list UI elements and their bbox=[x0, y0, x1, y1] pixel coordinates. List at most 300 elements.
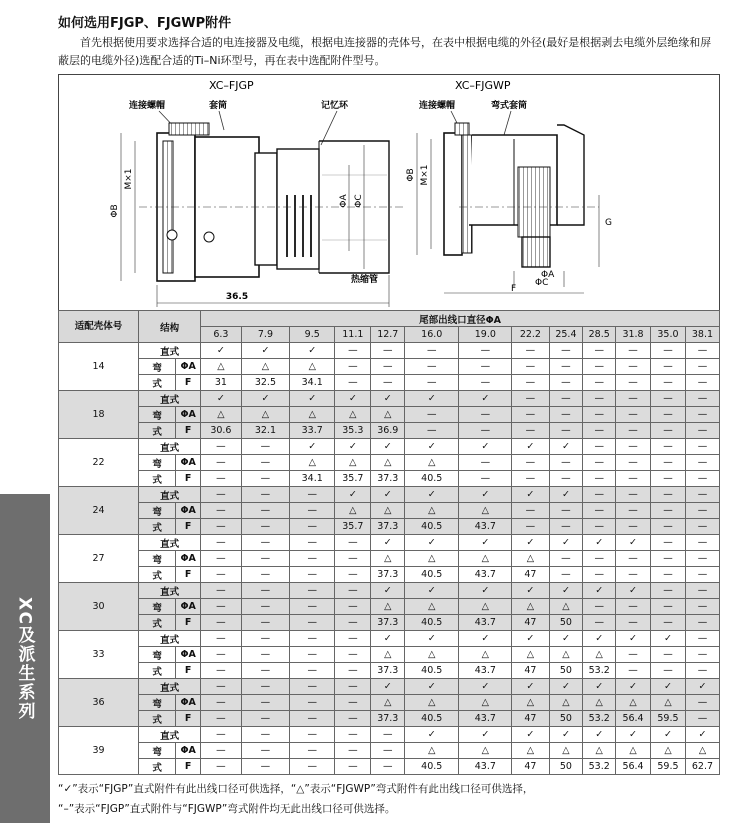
straight-cell: — bbox=[583, 439, 616, 455]
f-cell: — bbox=[651, 375, 686, 391]
straight-cell: ✓ bbox=[549, 679, 583, 695]
straight-cell: — bbox=[459, 343, 512, 359]
f-cell: 56.4 bbox=[616, 759, 651, 775]
phia-cell: — bbox=[583, 359, 616, 375]
straight-label: 直式 bbox=[139, 391, 201, 407]
straight-cell: — bbox=[685, 535, 719, 551]
fjgp-straight-drawing bbox=[110, 79, 404, 307]
phia-cell: — bbox=[583, 599, 616, 615]
phia-cell: △ bbox=[405, 455, 459, 471]
phia-cell: — bbox=[241, 551, 289, 567]
straight-label: 直式 bbox=[139, 439, 201, 455]
f-cell: — bbox=[335, 567, 371, 583]
phia-cell: △ bbox=[651, 695, 686, 711]
straight-cell: — bbox=[241, 535, 289, 551]
phia-cell: — bbox=[651, 359, 686, 375]
f-cell: — bbox=[651, 567, 686, 583]
straight-cell: — bbox=[290, 679, 335, 695]
straight-cell: — bbox=[616, 391, 651, 407]
straight-cell: — bbox=[583, 343, 616, 359]
f-cell: 32.1 bbox=[241, 423, 289, 439]
phia-cell: — bbox=[335, 359, 371, 375]
straight-cell: ✓ bbox=[512, 727, 549, 743]
straight-cell: ✓ bbox=[290, 343, 335, 359]
phia-cell: — bbox=[651, 455, 686, 471]
phia-cell: △ bbox=[405, 551, 459, 567]
shell-number: 30 bbox=[59, 583, 139, 631]
bend-label-bottom: 式 bbox=[139, 423, 176, 439]
phia-cell: — bbox=[459, 455, 512, 471]
diameter-col-header: 11.1 bbox=[335, 327, 371, 343]
straight-cell: ✓ bbox=[335, 439, 371, 455]
fjgp-mx1-label: M×1 bbox=[124, 168, 134, 190]
f-cell: 47 bbox=[512, 615, 549, 631]
phia-cell: △ bbox=[583, 695, 616, 711]
phia-cell: — bbox=[459, 407, 512, 423]
phia-cell: — bbox=[685, 695, 719, 711]
straight-cell: — bbox=[651, 439, 686, 455]
straight-cell: — bbox=[685, 391, 719, 407]
phia-cell: — bbox=[241, 695, 289, 711]
f-cell: 50 bbox=[549, 759, 583, 775]
f-label: F bbox=[176, 423, 201, 439]
straight-cell: ✓ bbox=[371, 391, 405, 407]
bend-label-top: 弯 bbox=[139, 551, 176, 567]
bend-label-top: 弯 bbox=[139, 599, 176, 615]
straight-cell: ✓ bbox=[371, 439, 405, 455]
straight-cell: ✓ bbox=[583, 583, 616, 599]
f-cell: 40.5 bbox=[405, 519, 459, 535]
f-label: F bbox=[176, 663, 201, 679]
phia-cell: △ bbox=[512, 551, 549, 567]
straight-cell: ✓ bbox=[405, 487, 459, 503]
straight-cell: ✓ bbox=[583, 679, 616, 695]
f-cell: — bbox=[290, 615, 335, 631]
f-label: F bbox=[176, 471, 201, 487]
phia-label: ΦA bbox=[176, 503, 201, 519]
phia-cell: — bbox=[549, 359, 583, 375]
phia-cell: — bbox=[685, 503, 719, 519]
f-cell: — bbox=[290, 759, 335, 775]
straight-cell: — bbox=[290, 727, 335, 743]
straight-cell: ✓ bbox=[290, 439, 335, 455]
phia-cell: — bbox=[616, 599, 651, 615]
phia-cell: △ bbox=[583, 743, 616, 759]
straight-label: 直式 bbox=[139, 487, 201, 503]
straight-cell: — bbox=[583, 487, 616, 503]
f-cell: — bbox=[241, 711, 289, 727]
f-cell: 43.7 bbox=[459, 711, 512, 727]
phia-cell: △ bbox=[335, 407, 371, 423]
phia-cell: △ bbox=[583, 647, 616, 663]
straight-cell: ✓ bbox=[405, 583, 459, 599]
bend-label-top: 弯 bbox=[139, 647, 176, 663]
phia-cell: — bbox=[651, 407, 686, 423]
phia-cell: — bbox=[335, 695, 371, 711]
f-cell: 34.1 bbox=[290, 471, 335, 487]
diameter-col-header: 22.2 bbox=[512, 327, 549, 343]
f-cell: 40.5 bbox=[405, 663, 459, 679]
straight-cell: — bbox=[371, 727, 405, 743]
f-cell: 47 bbox=[512, 663, 549, 679]
f-cell: — bbox=[512, 423, 549, 439]
phia-cell: — bbox=[685, 599, 719, 615]
straight-cell: — bbox=[549, 343, 583, 359]
phia-cell: — bbox=[616, 551, 651, 567]
fjgwp-phi-c-label: ΦC bbox=[535, 278, 549, 288]
phia-cell: — bbox=[651, 599, 686, 615]
straight-cell: — bbox=[290, 583, 335, 599]
phia-cell: △ bbox=[685, 743, 719, 759]
f-cell: — bbox=[583, 567, 616, 583]
f-cell: — bbox=[241, 567, 289, 583]
diameter-col-header: 9.5 bbox=[290, 327, 335, 343]
phia-cell: △ bbox=[335, 503, 371, 519]
phia-cell: — bbox=[371, 359, 405, 375]
f-cell: — bbox=[371, 759, 405, 775]
f-cell: — bbox=[335, 759, 371, 775]
f-cell: — bbox=[651, 663, 686, 679]
phia-cell: △ bbox=[405, 743, 459, 759]
straight-cell: ✓ bbox=[512, 439, 549, 455]
fjgwp-g-label: G bbox=[605, 218, 612, 228]
phia-cell: — bbox=[335, 647, 371, 663]
f-cell: 59.5 bbox=[651, 759, 686, 775]
phia-cell: — bbox=[290, 743, 335, 759]
f-cell: 33.7 bbox=[290, 423, 335, 439]
f-cell: — bbox=[335, 711, 371, 727]
f-cell: — bbox=[201, 615, 242, 631]
fjgp-phi-c-label: ΦC bbox=[354, 194, 364, 208]
phia-cell: △ bbox=[512, 695, 549, 711]
straight-cell: ✓ bbox=[371, 535, 405, 551]
phia-cell: △ bbox=[241, 359, 289, 375]
bend-label-top: 弯 bbox=[139, 695, 176, 711]
bend-label-bottom: 式 bbox=[139, 519, 176, 535]
f-cell: 43.7 bbox=[459, 615, 512, 631]
fjgwp-name: XC–FJGWP bbox=[455, 79, 511, 92]
phia-cell: △ bbox=[371, 599, 405, 615]
straight-label: 直式 bbox=[139, 583, 201, 599]
f-cell: 40.5 bbox=[405, 567, 459, 583]
phia-cell: — bbox=[290, 599, 335, 615]
straight-label: 直式 bbox=[139, 535, 201, 551]
f-cell: 40.5 bbox=[405, 759, 459, 775]
straight-cell: — bbox=[335, 583, 371, 599]
straight-cell: ✓ bbox=[549, 727, 583, 743]
f-cell: — bbox=[549, 567, 583, 583]
phia-cell: △ bbox=[335, 455, 371, 471]
bend-label-top: 弯 bbox=[139, 503, 176, 519]
straight-cell: ✓ bbox=[405, 391, 459, 407]
f-cell: 37.3 bbox=[371, 519, 405, 535]
straight-cell: ✓ bbox=[459, 391, 512, 407]
fjgwp-phi-a-label: ΦA bbox=[541, 270, 555, 280]
f-cell: — bbox=[685, 471, 719, 487]
phia-label: ΦA bbox=[176, 551, 201, 567]
f-cell: — bbox=[290, 711, 335, 727]
straight-cell: ✓ bbox=[549, 535, 583, 551]
f-cell: — bbox=[549, 519, 583, 535]
straight-cell: ✓ bbox=[512, 631, 549, 647]
straight-cell: ✓ bbox=[371, 631, 405, 647]
straight-cell: — bbox=[201, 631, 242, 647]
footnote-line-1: “✓”表示“FJGP”直式附件有此出线口径可供选择，“△”表示“FJGWP”弯式附件有此出线口径可供选择， bbox=[58, 783, 534, 795]
f-cell: — bbox=[549, 471, 583, 487]
straight-cell: — bbox=[583, 391, 616, 407]
phia-cell: — bbox=[290, 503, 335, 519]
f-cell: 43.7 bbox=[459, 759, 512, 775]
phia-label: ΦA bbox=[176, 455, 201, 471]
phia-cell: — bbox=[685, 407, 719, 423]
phia-cell: — bbox=[685, 551, 719, 567]
straight-cell: — bbox=[685, 631, 719, 647]
fjgwp-f-label: F bbox=[511, 284, 517, 294]
straight-cell: ✓ bbox=[685, 727, 719, 743]
bend-label-top: 弯 bbox=[139, 407, 176, 423]
straight-cell: — bbox=[201, 439, 242, 455]
f-cell: — bbox=[201, 567, 242, 583]
f-cell: — bbox=[241, 615, 289, 631]
f-cell: — bbox=[405, 423, 459, 439]
straight-cell: — bbox=[335, 679, 371, 695]
f-cell: — bbox=[583, 519, 616, 535]
phia-cell: — bbox=[685, 359, 719, 375]
phia-cell: △ bbox=[290, 455, 335, 471]
straight-cell: — bbox=[335, 535, 371, 551]
straight-cell: ✓ bbox=[583, 631, 616, 647]
straight-cell: ✓ bbox=[405, 727, 459, 743]
f-cell: — bbox=[201, 471, 242, 487]
f-cell: 37.3 bbox=[371, 567, 405, 583]
f-cell: — bbox=[616, 519, 651, 535]
phia-cell: — bbox=[290, 551, 335, 567]
f-cell: — bbox=[290, 567, 335, 583]
f-cell: 50 bbox=[549, 615, 583, 631]
phia-cell: — bbox=[583, 407, 616, 423]
straight-cell: — bbox=[685, 487, 719, 503]
f-cell: — bbox=[549, 375, 583, 391]
straight-cell: — bbox=[651, 391, 686, 407]
straight-cell: ✓ bbox=[459, 679, 512, 695]
straight-cell: — bbox=[335, 631, 371, 647]
straight-cell: ✓ bbox=[459, 631, 512, 647]
straight-cell: ✓ bbox=[616, 631, 651, 647]
phia-cell: — bbox=[616, 407, 651, 423]
footnote-line-2: “–”表示“FJGP”直式附件与“FJGWP”弯式附件均无此出线口径可供选择。 bbox=[58, 803, 396, 815]
f-cell: — bbox=[241, 519, 289, 535]
phia-cell: — bbox=[241, 599, 289, 615]
shell-number: 22 bbox=[59, 439, 139, 487]
straight-cell: — bbox=[201, 679, 242, 695]
straight-cell: — bbox=[685, 343, 719, 359]
phia-cell: — bbox=[549, 407, 583, 423]
phia-cell: — bbox=[201, 743, 242, 759]
phia-cell: — bbox=[651, 551, 686, 567]
f-cell: 47 bbox=[512, 567, 549, 583]
diameter-col-header: 6.3 bbox=[201, 327, 242, 343]
f-cell: — bbox=[335, 663, 371, 679]
phia-cell: — bbox=[512, 455, 549, 471]
f-cell: — bbox=[651, 471, 686, 487]
phia-cell: — bbox=[241, 743, 289, 759]
fjgwp-mx1-label: M×1 bbox=[420, 164, 430, 186]
straight-cell: — bbox=[241, 487, 289, 503]
phia-cell: △ bbox=[549, 647, 583, 663]
diameter-col-header: 35.0 bbox=[651, 327, 686, 343]
f-cell: — bbox=[241, 759, 289, 775]
f-cell: 62.7 bbox=[685, 759, 719, 775]
f-cell: — bbox=[201, 663, 242, 679]
diameter-header: 尾部出线口直径ΦA bbox=[201, 311, 720, 327]
straight-cell: ✓ bbox=[335, 391, 371, 407]
phia-cell: — bbox=[685, 647, 719, 663]
bend-label-bottom: 式 bbox=[139, 663, 176, 679]
f-label: F bbox=[176, 519, 201, 535]
straight-cell: ✓ bbox=[549, 487, 583, 503]
phia-cell: — bbox=[651, 503, 686, 519]
f-cell: 30.6 bbox=[201, 423, 242, 439]
f-cell: — bbox=[201, 711, 242, 727]
phia-cell: △ bbox=[459, 599, 512, 615]
f-cell: 37.3 bbox=[371, 663, 405, 679]
straight-cell: ✓ bbox=[405, 631, 459, 647]
f-cell: — bbox=[685, 711, 719, 727]
f-cell: — bbox=[459, 471, 512, 487]
f-cell: 32.5 bbox=[241, 375, 289, 391]
phia-cell: △ bbox=[201, 359, 242, 375]
technical-drawing-panel bbox=[58, 74, 720, 310]
phia-cell: — bbox=[616, 455, 651, 471]
f-cell: — bbox=[290, 663, 335, 679]
phia-label: ΦA bbox=[176, 407, 201, 423]
fjgp-phi-b-label: ΦB bbox=[110, 204, 120, 218]
f-cell: 35.3 bbox=[335, 423, 371, 439]
phia-cell: — bbox=[512, 359, 549, 375]
fjgp-memory-ring-label: 记忆环 bbox=[321, 101, 349, 111]
f-cell: — bbox=[583, 615, 616, 631]
straight-label: 直式 bbox=[139, 727, 201, 743]
fjgp-heat-tube-label: 热缩管 bbox=[351, 275, 379, 285]
f-cell: — bbox=[616, 471, 651, 487]
bend-label-top: 弯 bbox=[139, 359, 176, 375]
f-cell: — bbox=[651, 615, 686, 631]
straight-cell: — bbox=[335, 343, 371, 359]
straight-cell: ✓ bbox=[512, 535, 549, 551]
f-cell: — bbox=[405, 375, 459, 391]
straight-cell: — bbox=[512, 343, 549, 359]
straight-cell: ✓ bbox=[290, 391, 335, 407]
phia-cell: △ bbox=[616, 743, 651, 759]
phia-cell: — bbox=[583, 551, 616, 567]
phia-cell: △ bbox=[290, 359, 335, 375]
shell-number: 36 bbox=[59, 679, 139, 727]
f-cell: — bbox=[685, 375, 719, 391]
f-cell: — bbox=[241, 471, 289, 487]
straight-cell: ✓ bbox=[459, 583, 512, 599]
phia-label: ΦA bbox=[176, 647, 201, 663]
f-cell: — bbox=[335, 615, 371, 631]
f-cell: — bbox=[685, 615, 719, 631]
phia-cell: △ bbox=[459, 551, 512, 567]
straight-cell: — bbox=[241, 631, 289, 647]
straight-cell: — bbox=[290, 535, 335, 551]
f-cell: — bbox=[201, 759, 242, 775]
straight-cell: ✓ bbox=[549, 631, 583, 647]
phia-cell: — bbox=[201, 599, 242, 615]
straight-cell: ✓ bbox=[616, 535, 651, 551]
phia-cell: — bbox=[685, 455, 719, 471]
f-cell: — bbox=[685, 519, 719, 535]
shell-number: 14 bbox=[59, 343, 139, 391]
straight-cell: — bbox=[405, 343, 459, 359]
straight-cell: ✓ bbox=[371, 487, 405, 503]
diameter-col-header: 12.7 bbox=[371, 327, 405, 343]
phia-cell: △ bbox=[371, 455, 405, 471]
f-cell: — bbox=[616, 375, 651, 391]
f-cell: 36.9 bbox=[371, 423, 405, 439]
phia-cell: — bbox=[616, 359, 651, 375]
fjgwp-bend-sleeve-label: 弯式套筒 bbox=[491, 101, 528, 111]
phia-cell: — bbox=[290, 695, 335, 711]
straight-cell: ✓ bbox=[405, 679, 459, 695]
straight-cell: ✓ bbox=[371, 583, 405, 599]
phia-cell: — bbox=[201, 695, 242, 711]
straight-cell: ✓ bbox=[201, 391, 242, 407]
phia-cell: — bbox=[549, 551, 583, 567]
f-cell: 47 bbox=[512, 759, 549, 775]
straight-cell: — bbox=[616, 343, 651, 359]
f-cell: — bbox=[201, 519, 242, 535]
f-cell: 59.5 bbox=[651, 711, 686, 727]
f-cell: 37.3 bbox=[371, 711, 405, 727]
phia-cell: — bbox=[201, 647, 242, 663]
straight-cell: ✓ bbox=[241, 391, 289, 407]
straight-cell: ✓ bbox=[549, 439, 583, 455]
f-cell: 53.2 bbox=[583, 711, 616, 727]
phia-cell: — bbox=[335, 551, 371, 567]
straight-cell: — bbox=[512, 391, 549, 407]
diameter-col-header: 38.1 bbox=[685, 327, 719, 343]
phia-cell: — bbox=[651, 647, 686, 663]
phia-cell: △ bbox=[405, 647, 459, 663]
straight-cell: ✓ bbox=[651, 631, 686, 647]
phia-cell: — bbox=[201, 551, 242, 567]
bend-label-bottom: 式 bbox=[139, 759, 176, 775]
phia-cell: △ bbox=[241, 407, 289, 423]
straight-cell: — bbox=[201, 727, 242, 743]
straight-label: 直式 bbox=[139, 631, 201, 647]
phia-cell: — bbox=[583, 503, 616, 519]
straight-cell: — bbox=[651, 535, 686, 551]
f-cell: 50 bbox=[549, 663, 583, 679]
phia-cell: △ bbox=[371, 503, 405, 519]
straight-cell: — bbox=[241, 727, 289, 743]
straight-cell: ✓ bbox=[512, 679, 549, 695]
diameter-col-header: 31.8 bbox=[616, 327, 651, 343]
straight-cell: ✓ bbox=[512, 487, 549, 503]
straight-cell: — bbox=[201, 583, 242, 599]
phia-cell: △ bbox=[549, 599, 583, 615]
straight-cell: — bbox=[290, 487, 335, 503]
straight-cell: ✓ bbox=[549, 583, 583, 599]
shell-number: 24 bbox=[59, 487, 139, 535]
straight-cell: — bbox=[335, 727, 371, 743]
phia-cell: — bbox=[371, 743, 405, 759]
f-cell: 53.2 bbox=[583, 759, 616, 775]
f-cell: 37.3 bbox=[371, 471, 405, 487]
f-cell: 40.5 bbox=[405, 711, 459, 727]
